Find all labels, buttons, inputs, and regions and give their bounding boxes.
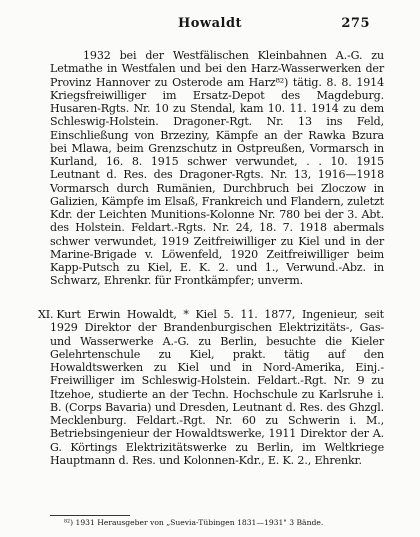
footnote [50, 518, 390, 528]
footnote-mark: ⁸²) [64, 518, 74, 527]
entry-kurt-erwin-howaldt [38, 308, 384, 467]
footnote-rule [50, 515, 130, 516]
entry-text: Kurt Erwin Howaldt, * Kiel 5. 11. 1877, Ingenieur, seit 1929 Direktor der Brandenburgischen Elektrizitäts-, Gas- und Wasserwerke A.-G. zu Berlin, besuchte die Kieler Gelehrtenschule zu Kiel, prakt. tätig auf den Howaldtswerken zu Kiel und in Nord-Amerika, Einj.-Freiwilliger im Schleswig-Holstein. Feldart.-Rgt. Nr. 9 zu Itzehoe, studierte an der Techn. Hochschule zu Karlsruhe i. B. (Corps Bavaria) und Dresden, Leutnant d. Res. des Ghzgl. Mecklenburg. Feldart.-Rgt. Nr. 60 zu Schwerin i. M., Betriebsingenieur der Howaldtswerke, 1911 Direktor der A. G. Körtings Elektrizitätswerke zu Berlin, im Weltkriege Hauptmann d. Res. und Kolonnen-Kdr., E. K. 2., Ehrenkr. [50, 308, 384, 467]
page-number: 275 [341, 16, 370, 31]
entry-continuation-paragraph: 1932 bei der Westfälischen Kleinbahnen A.-G. zu Letmathe in Westfalen und bei den Harz-Wasserwerken der Provinz Hannover zu Osterode am Harz⁸²) tätig. 8. 8. 1914 Kriegsfreiwilliger im Ersatz-Depot des Magdeburg. Husaren-Rgts. Nr. 10 zu Stendal, kam 10. 11. 1914 zu dem Schleswig-Holstein. Dragoner-Rgt. Nr. 13 ins Feld, Einschließung von Brzeziny, Kämpfe an der Rawka Bzura bei Mlawa, beim Grenzschutz in Ostpreußen, Vormarsch in Kurland, 16. 8. 1915 schwer verwundet, . . 10. 1915 Leutnant d. Res. des Dragoner-Rgts. Nr. 13, 1916—1918 Vormarsch durch Rumänien, Durchbruch bei Zloczow in Galizien, Kämpfe im Elsaß, Frankreich und Flandern, zuletzt Kdr. der Leichten Munitions-Kolonne Nr. 780 bei der 3. Abt. des Holstein. Feldart.-Rgts. Nr. 24, 18. 7. 1918 abermals schwer verwundet, 1919 Zeitfreiwilliger zu Kiel und in der Marine-Brigade v. Löwenfeld, 1920 Zeitfreiwilliger beim Kapp-Putsch zu Kiel, E. K. 2. und 1., Verwund.-Abz. in Schwarz, Ehrenkr. für Frontkämpfer; unverm. [50, 49, 384, 288]
footnote-text: 1931 Herausgeber von „Suevia-Tübingen 1831—1931" 3 Bände. [75, 518, 324, 527]
running-title: Howaldt [177, 16, 243, 31]
entry-number-label: XI. [38, 308, 54, 321]
